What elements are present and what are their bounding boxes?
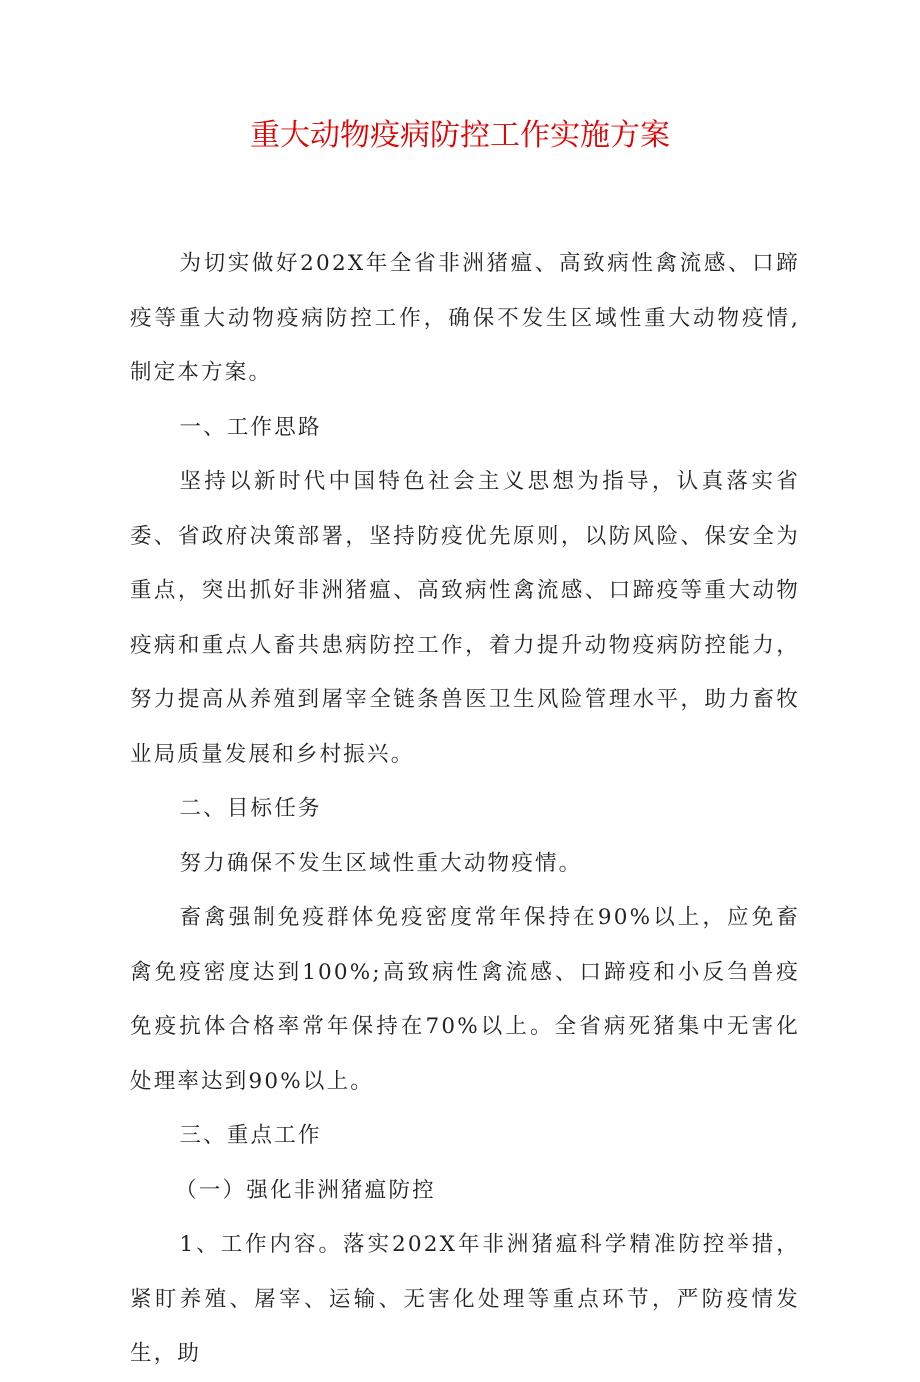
- document-title: 重大动物疫病防控工作实施方案: [250, 118, 670, 153]
- goal-paragraph: 努力确保不发生区域性重大动物疫情。: [179, 850, 583, 876]
- work-approach-paragraph: 坚持以新时代中国特色社会主义思想为指导，认真落实省委、省政府决策部署，坚持防疫优先原则，以防风险、保安全为重点，突出抓好非洲猪瘟、高致病性禽流感、口蹄疫等重大动物疫病和重点人畜共患病防控工作，着力提升动物疫病防控能力，努力提高从养殖到屠宰全链条兽医卫生风险管理水平，助力畜牧业局质量发展和乡村振兴。: [130, 469, 800, 767]
- intro-paragraph: 为切实做好202X年全省非洲猪瘟、高致病性禽流感、口蹄疫等重大动物疫病防控工作，确保不发生区域性重大动物疫情,制定本方案。: [130, 251, 800, 385]
- work-content-paragraph: 1、工作内容。落实202X年非洲猪瘟科学精准防控举措，紧盯养殖、屠宰、运输、无害化处理等重点环节，严防疫情发生，助: [130, 1232, 800, 1366]
- immunization-target-paragraph: 畜禽强制免疫群体免疫密度常年保持在90%以上，应免畜禽免疫密度达到100%;高致病性禽流感、口蹄疫和小反刍兽疫免疫抗体合格率常年保持在70%以上。全省病死猪集中无害化处理率达到90%以上。: [130, 905, 800, 1094]
- subsection-heading-1: （一）强化非洲猪瘟防控: [175, 1177, 436, 1203]
- document-body: [130, 237, 800, 1382]
- section-heading-2: 二、目标任务: [179, 796, 322, 821]
- section-heading-3: 三、重点工作: [179, 1123, 322, 1148]
- section-heading-1: 一、工作思路: [179, 414, 322, 440]
